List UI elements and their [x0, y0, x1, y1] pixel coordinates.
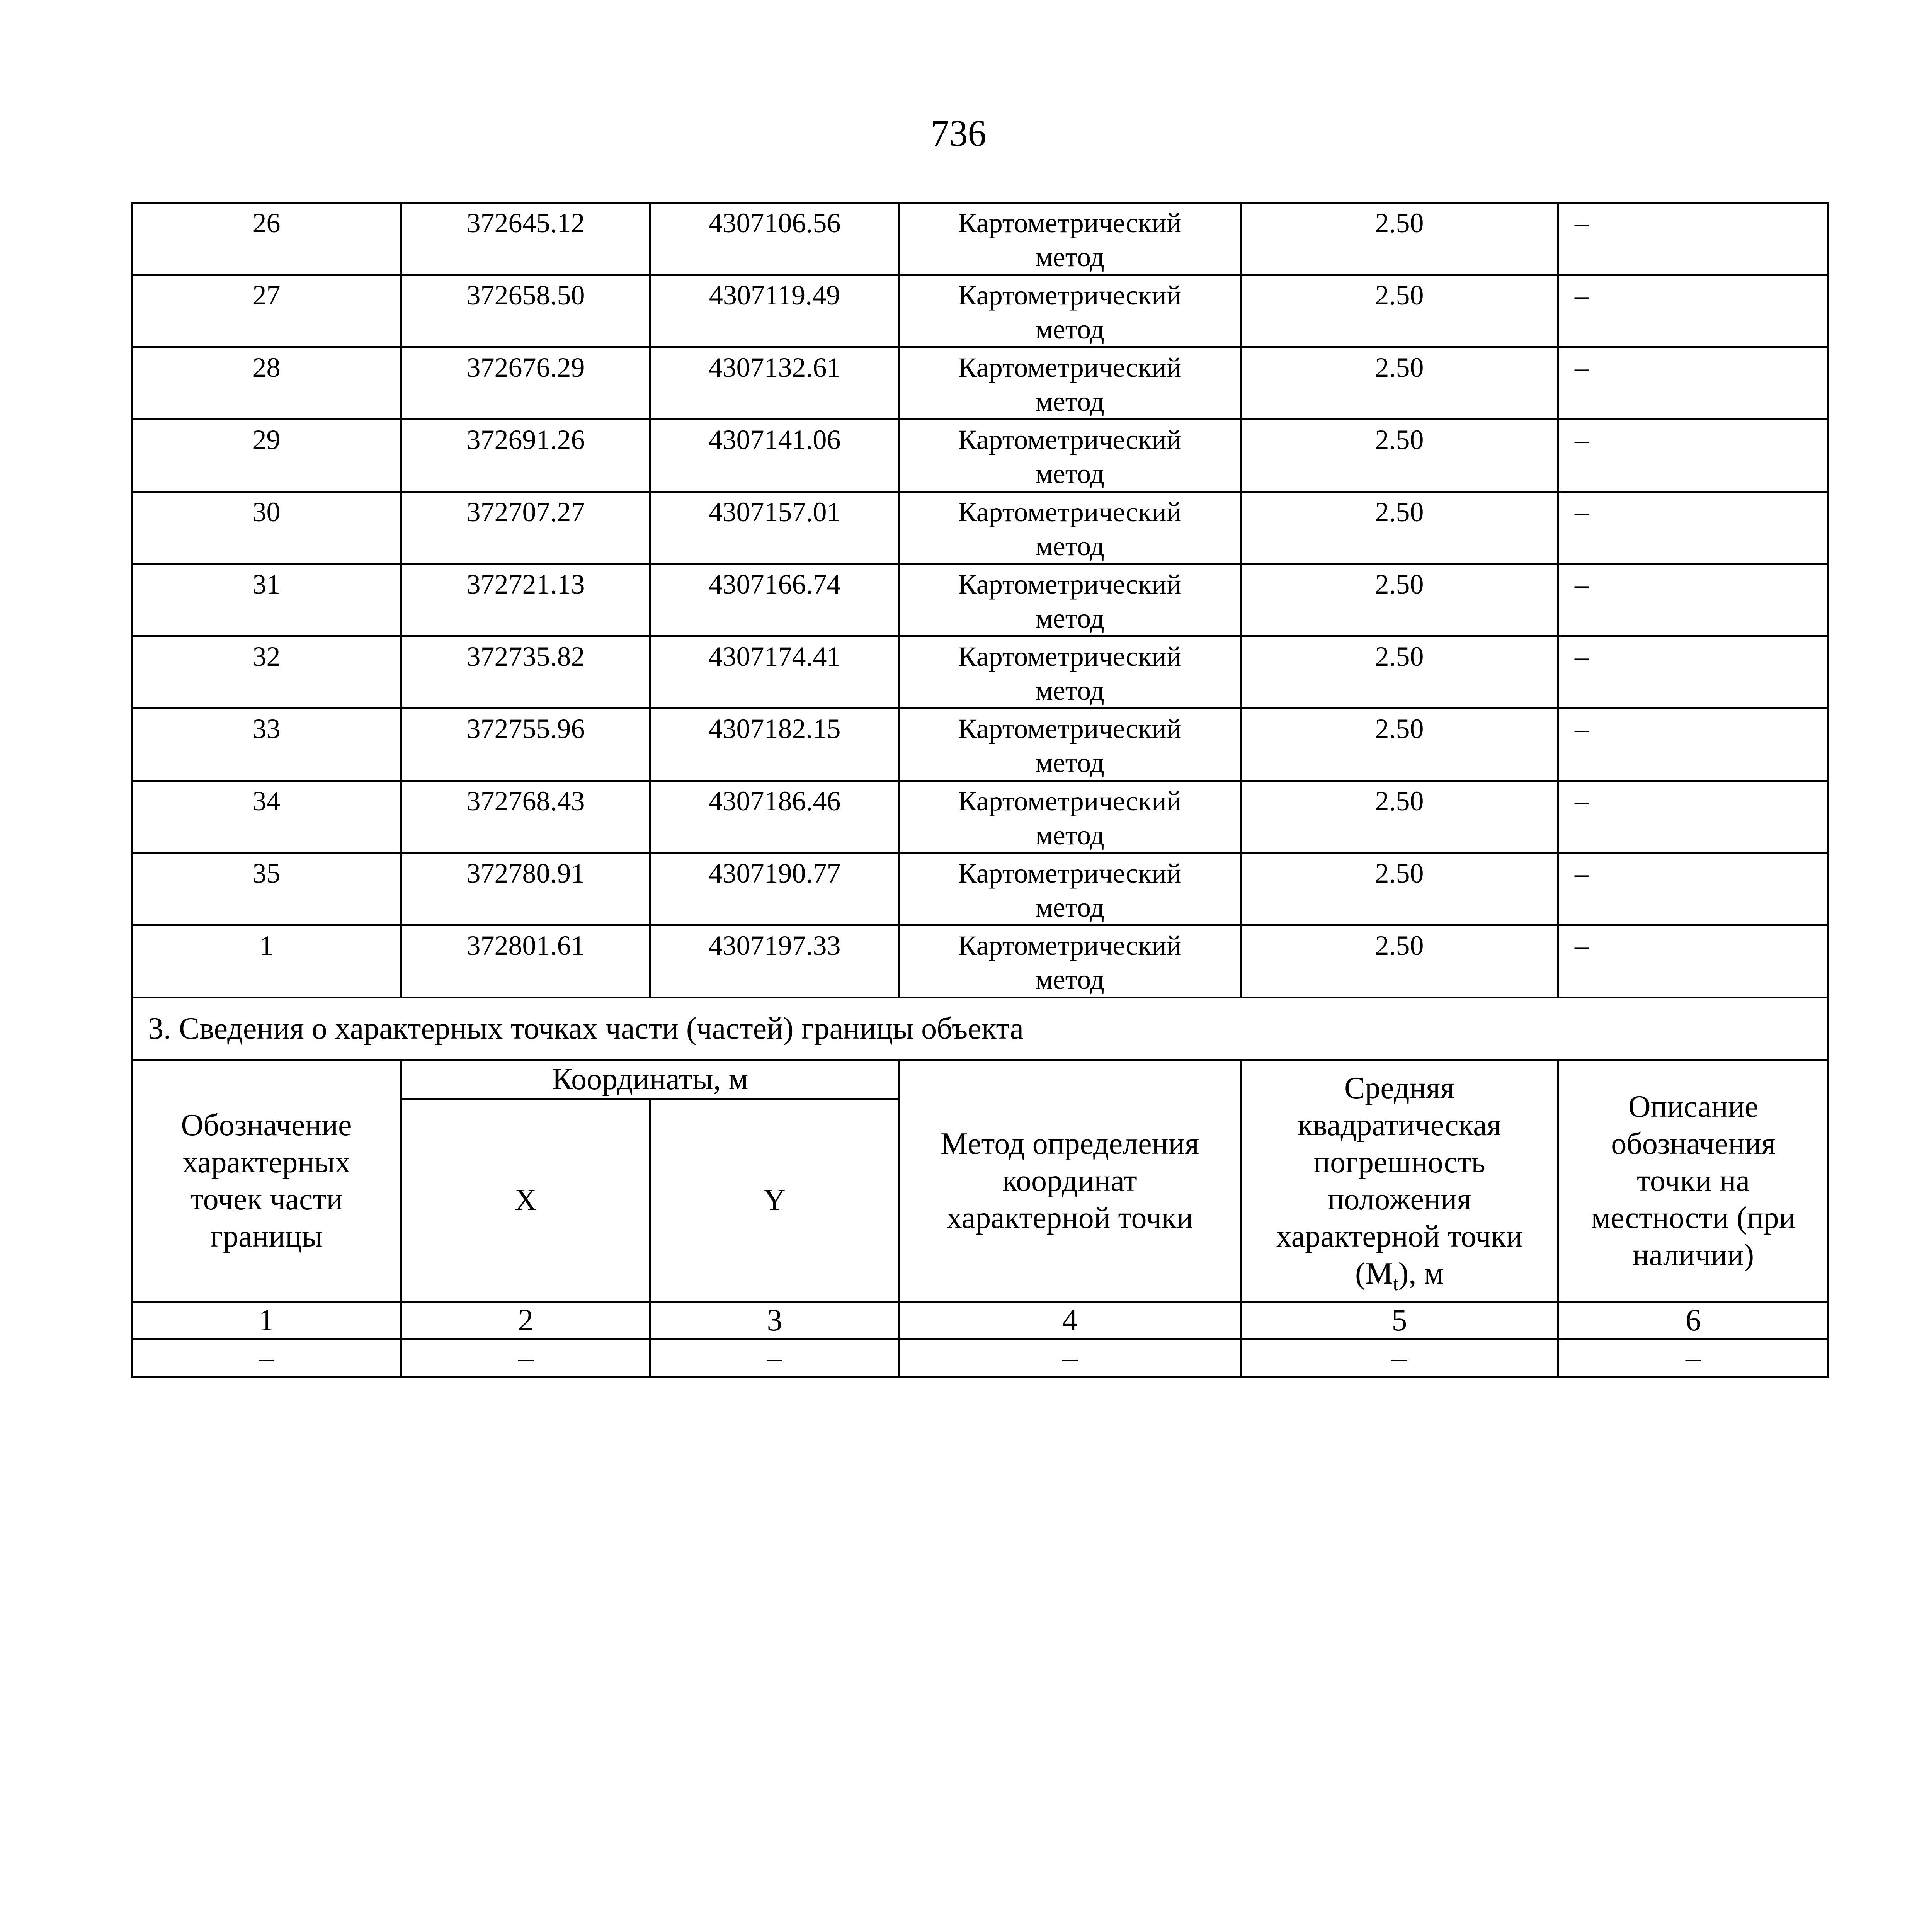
cell-x-coordinate: 372658.50 [401, 275, 650, 347]
column-numbers-row [132, 1302, 1829, 1339]
cell-error: 2.50 [1241, 275, 1558, 347]
cell-point-number: 32 [132, 636, 401, 709]
cell-y-coordinate: 4307174.41 [650, 636, 899, 709]
table-row [132, 564, 1829, 636]
table-row [132, 347, 1829, 420]
cell-description: – [1558, 925, 1829, 998]
header-y: Y [650, 1099, 899, 1302]
cell-method [899, 492, 1241, 564]
cell-description: – [1558, 853, 1829, 925]
cell-error: 2.50 [1241, 636, 1558, 709]
method-line: метод [1035, 314, 1104, 345]
cell-description: – [1558, 347, 1829, 420]
cell-method [899, 275, 1241, 347]
method-line: Картометрический [958, 930, 1182, 961]
cell-point-number: 27 [132, 275, 401, 347]
cell-description: – [1558, 709, 1829, 781]
cell-y-coordinate: 4307106.56 [650, 203, 899, 275]
method-line: метод [1035, 675, 1104, 706]
header-error-line: Средняя [1344, 1071, 1454, 1105]
cell-x-coordinate: 372721.13 [401, 564, 650, 636]
cell-description: – [1558, 420, 1829, 492]
cell-method [899, 347, 1241, 420]
header-error-line: характерной точки [1276, 1219, 1523, 1253]
column-number: 2 [401, 1302, 650, 1339]
header-description-line: точки на [1636, 1163, 1750, 1198]
error-subscript: t [1393, 1272, 1398, 1294]
cell-y-coordinate: 4307157.01 [650, 492, 899, 564]
header-method-line: координат [1002, 1163, 1137, 1198]
cell-error: 2.50 [1241, 203, 1558, 275]
method-line: Картометрический [958, 280, 1182, 311]
cell-error: 2.50 [1241, 564, 1558, 636]
header-description-line: местности (при [1591, 1201, 1796, 1235]
method-line: Картометрический [958, 424, 1182, 455]
cell-y-coordinate: 4307190.77 [650, 853, 899, 925]
cell-x-coordinate: 372676.29 [401, 347, 650, 420]
cell-point-number: 1 [132, 925, 401, 998]
cell-point-number: 26 [132, 203, 401, 275]
method-line: метод [1035, 820, 1104, 850]
method-line: метод [1035, 603, 1104, 634]
table-row [132, 925, 1829, 998]
method-line: Картометрический [958, 641, 1182, 672]
table-row [132, 492, 1829, 564]
cell-point-number: 28 [132, 347, 401, 420]
error-suffix: ), м [1398, 1256, 1444, 1291]
cell-x-coordinate: 372801.61 [401, 925, 650, 998]
cell-method [899, 564, 1241, 636]
empty-cell: – [650, 1339, 899, 1377]
cell-error: 2.50 [1241, 709, 1558, 781]
header-description-line: Описание [1628, 1089, 1759, 1124]
cell-x-coordinate: 372768.43 [401, 781, 650, 853]
method-line: Картометрический [958, 713, 1182, 744]
cell-y-coordinate: 4307186.46 [650, 781, 899, 853]
cell-error: 2.50 [1241, 492, 1558, 564]
method-line: метод [1035, 458, 1104, 489]
header-error-line: положения [1327, 1182, 1471, 1216]
cell-point-number: 31 [132, 564, 401, 636]
cell-error: 2.50 [1241, 853, 1558, 925]
column-number: 3 [650, 1302, 899, 1339]
empty-cell: – [132, 1339, 401, 1377]
method-line: Картометрический [958, 207, 1182, 238]
section-3-title: 3. Сведения о характерных точках части (частей) границы объекта [132, 998, 1829, 1060]
cell-error: 2.50 [1241, 781, 1558, 853]
cell-x-coordinate: 372645.12 [401, 203, 650, 275]
method-line: Картометрический [958, 858, 1182, 889]
header-description-line: обозначения [1611, 1126, 1776, 1161]
header-description-line: наличии) [1632, 1238, 1754, 1272]
column-number: 6 [1558, 1302, 1829, 1339]
method-line: метод [1035, 386, 1104, 417]
cell-description: – [1558, 781, 1829, 853]
table-row [132, 420, 1829, 492]
cell-method [899, 636, 1241, 709]
table-body [132, 203, 1829, 998]
cell-method [899, 925, 1241, 998]
cell-description: – [1558, 564, 1829, 636]
method-line: Картометрический [958, 786, 1182, 816]
method-line: Картометрический [958, 352, 1182, 383]
cell-y-coordinate: 4307132.61 [650, 347, 899, 420]
header-point-designation [132, 1060, 401, 1302]
cell-method [899, 853, 1241, 925]
header-point-line: точек части [190, 1182, 343, 1216]
cell-description: – [1558, 275, 1829, 347]
header-coordinates: Координаты, м [401, 1060, 899, 1099]
header-error-line-last [1242, 1255, 1557, 1292]
empty-data-row [132, 1339, 1829, 1377]
empty-cell: – [1241, 1339, 1558, 1377]
cell-method [899, 709, 1241, 781]
cell-y-coordinate: 4307119.49 [650, 275, 899, 347]
table-row [132, 781, 1829, 853]
header-point-line: границы [210, 1219, 323, 1253]
cell-x-coordinate: 372707.27 [401, 492, 650, 564]
empty-cell: – [899, 1339, 1241, 1377]
header-error-line: квадратическая [1298, 1108, 1501, 1142]
column-number: 1 [132, 1302, 401, 1339]
cell-x-coordinate: 372780.91 [401, 853, 650, 925]
cell-point-number: 34 [132, 781, 401, 853]
table-row [132, 636, 1829, 709]
cell-x-coordinate: 372755.96 [401, 709, 650, 781]
header-row-1 [132, 1060, 1829, 1099]
header-description [1558, 1060, 1829, 1302]
cell-y-coordinate: 4307197.33 [650, 925, 899, 998]
column-number: 5 [1241, 1302, 1558, 1339]
cell-point-number: 30 [132, 492, 401, 564]
cell-y-coordinate: 4307141.06 [650, 420, 899, 492]
cell-point-number: 29 [132, 420, 401, 492]
header-method [899, 1060, 1241, 1302]
boundary-points-table [131, 202, 1829, 1378]
cell-x-coordinate: 372691.26 [401, 420, 650, 492]
cell-y-coordinate: 4307166.74 [650, 564, 899, 636]
header-error-line: погрешность [1313, 1145, 1485, 1179]
cell-point-number: 35 [132, 853, 401, 925]
cell-error: 2.50 [1241, 347, 1558, 420]
method-line: метод [1035, 964, 1104, 995]
cell-description: – [1558, 492, 1829, 564]
table-row [132, 203, 1829, 275]
cell-description: – [1558, 203, 1829, 275]
cell-point-number: 33 [132, 709, 401, 781]
header-error [1241, 1060, 1558, 1302]
header-point-line: характерных [182, 1145, 350, 1179]
method-line: Картометрический [958, 569, 1182, 600]
error-prefix: (M [1355, 1256, 1393, 1291]
header-method-line: Метод определения [940, 1126, 1199, 1161]
table-row [132, 709, 1829, 781]
cell-method [899, 781, 1241, 853]
cell-error: 2.50 [1241, 420, 1558, 492]
cell-description: – [1558, 636, 1829, 709]
header-method-line: характерной точки [946, 1201, 1193, 1235]
method-line: метод [1035, 531, 1104, 561]
method-line: Картометрический [958, 497, 1182, 527]
cell-x-coordinate: 372735.82 [401, 636, 650, 709]
empty-cell: – [1558, 1339, 1829, 1377]
header-point-line: Обозначение [181, 1108, 352, 1142]
header-x: X [401, 1099, 650, 1302]
table-row [132, 275, 1829, 347]
method-line: метод [1035, 747, 1104, 778]
section-heading-row [132, 998, 1829, 1060]
section-3-body [132, 998, 1829, 1377]
method-line: метод [1035, 242, 1104, 272]
cell-error: 2.50 [1241, 925, 1558, 998]
column-number: 4 [899, 1302, 1241, 1339]
empty-cell: – [401, 1339, 650, 1377]
page-number: 736 [930, 112, 987, 154]
cell-y-coordinate: 4307182.15 [650, 709, 899, 781]
table-row [132, 853, 1829, 925]
method-line: метод [1035, 892, 1104, 923]
cell-method [899, 203, 1241, 275]
cell-method [899, 420, 1241, 492]
